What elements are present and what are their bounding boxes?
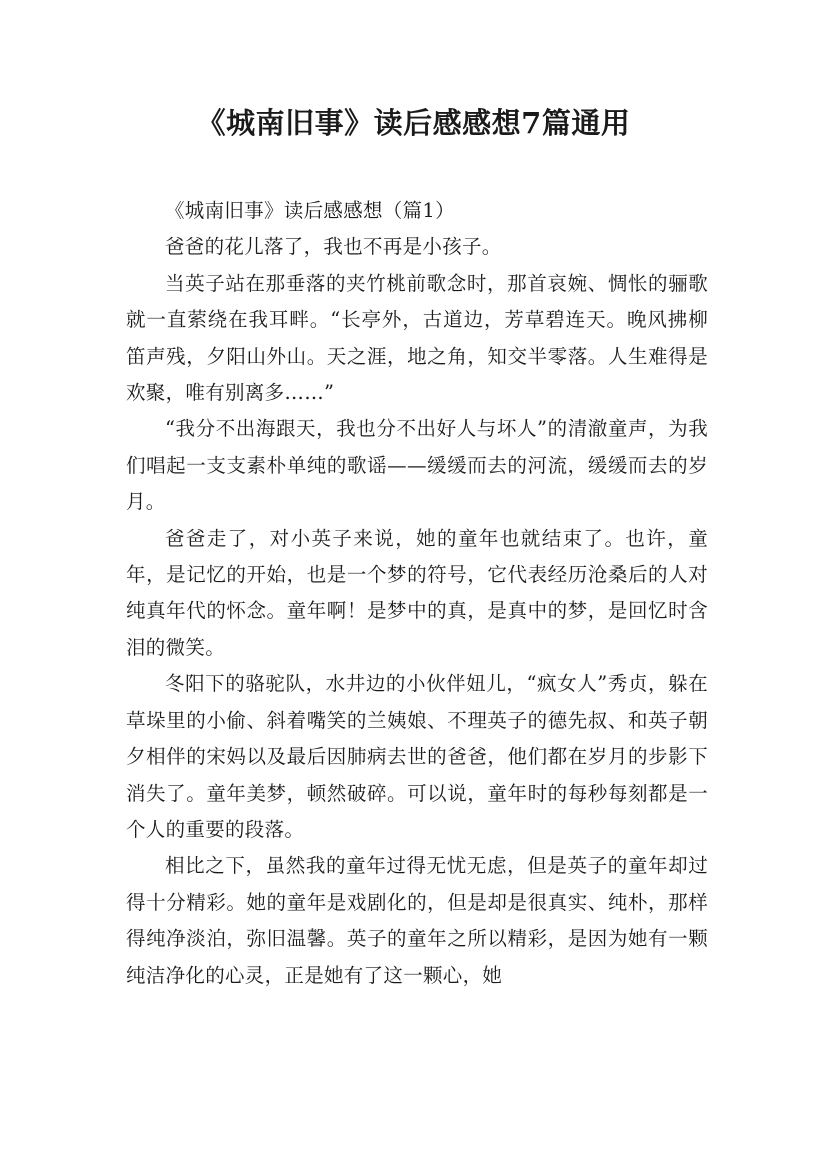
paragraph-5: 冬阳下的骆驼队，水井边的小伙伴妞儿，“疯女人”秀贞，躲在草垛里的小偷、斜着嘴笑的兰姨娘、不理英子的德先叔、和英子朝夕相伴的宋妈以及最后因肺病去世的爸爸，他们都在岁月的步影下消失了。童年美梦，顿然破碎。可以说，童年时的每秒每刻都是一个人的重要的段落。 (126, 672, 708, 841)
paragraph-1: 爸爸的花儿落了，我也不再是小孩子。 (165, 235, 502, 259)
document-title: 《城南旧事》读后感感想7篇通用 (196, 106, 631, 140)
document-body (126, 193, 708, 994)
paragraph-2: 当英子站在那垂落的夹竹桃前歌念时，那首哀婉、惆怅的骊歌就一直萦绕在我耳畔。“长亭外，古道边，芳草碧连天。晚风拂柳笛声残，夕阳山外山。天之涯，地之角，知交半零落。人生难得是欢聚，唯有别离多……” (126, 271, 708, 405)
section-heading: 《城南旧事》读后感感想（篇1） (165, 199, 455, 222)
paragraph-6: 相比之下，虽然我的童年过得无忧无虑，但是英子的童年却过得十分精彩。她的童年是戏剧化的，但是却是很真实、纯朴，那样得纯净淡泊，弥旧温馨。英子的童年之所以精彩，是因为她有一颗纯洁净化的心灵，正是她有了这一颗心，她 (126, 854, 708, 987)
paragraph-4: 爸爸走了，对小英子来说，她的童年也就结束了。也许，童年，是记忆的开始，也是一个梦的符号，它代表经历沧桑后的人对纯真年代的怀念。童年啊！是梦中的真，是真中的梦，是回忆时含泪的微笑。 (126, 526, 708, 659)
paragraph-3: “我分不出海跟天，我也分不出好人与坏人”的清澈童声，为我们唱起一支支素朴单纯的歌谣——缓缓而去的河流，缓缓而去的岁月。 (126, 417, 708, 514)
